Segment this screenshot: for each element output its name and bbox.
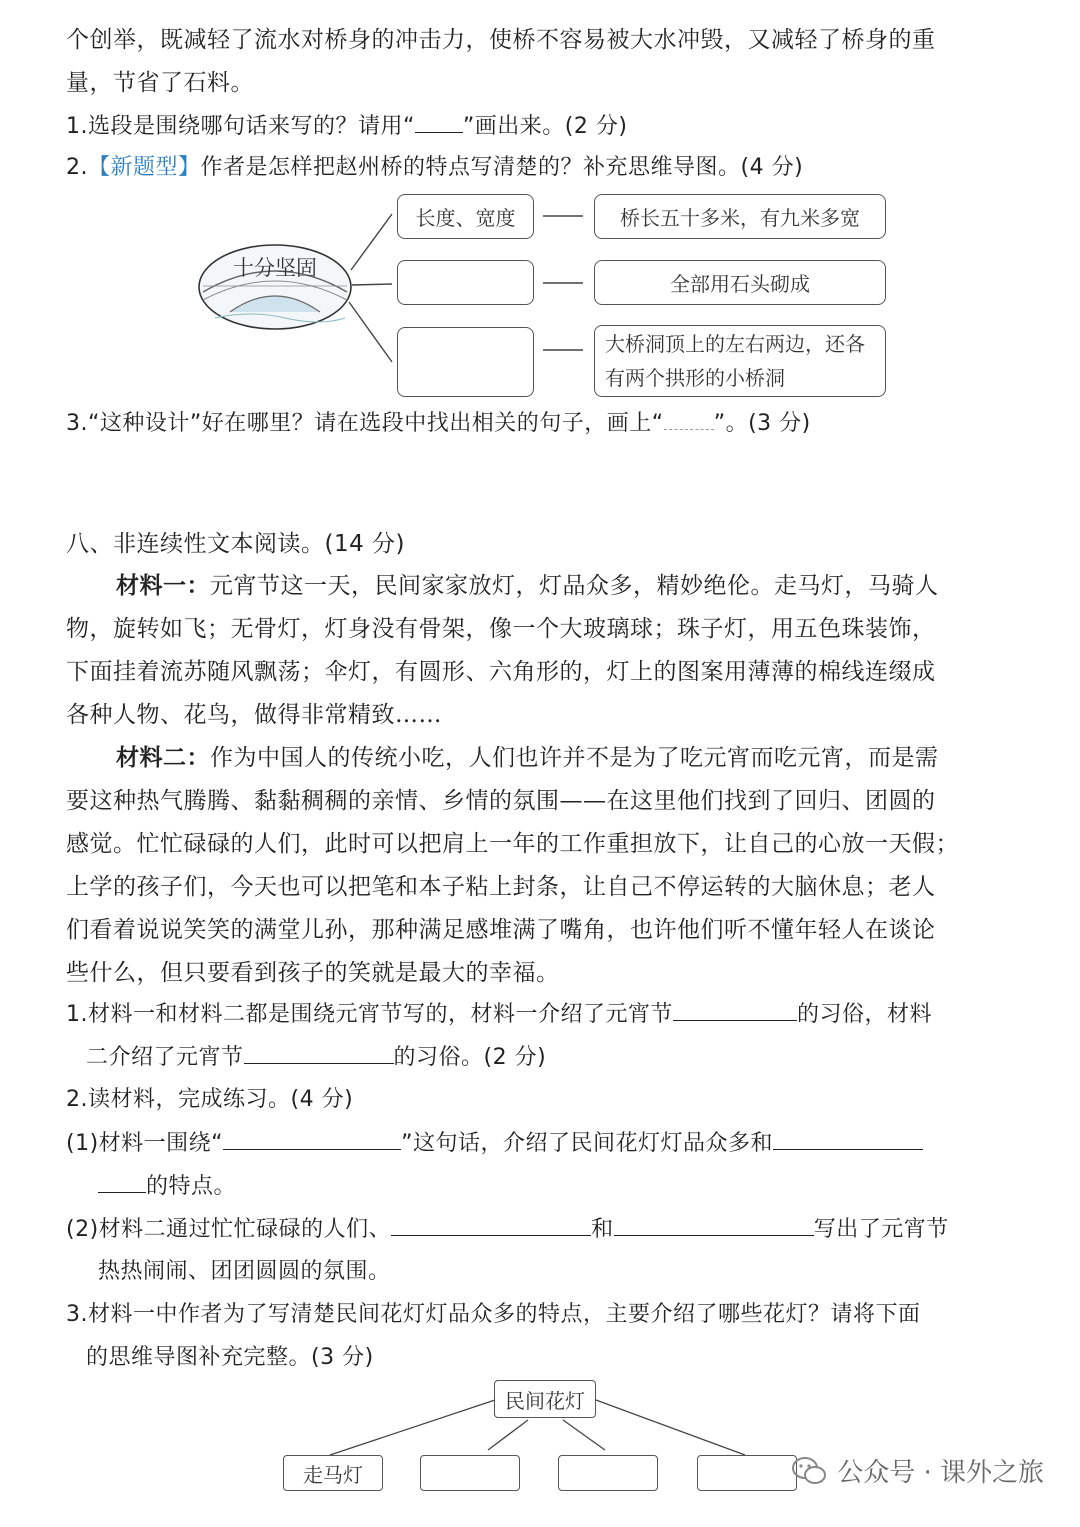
material-2-line-5: 们看着说说笑笑的满堂儿孙，那种满足感堆满了嘴角，也许他们听不懂年轻人在谈论 bbox=[66, 917, 936, 943]
material-1-label: 材料一： bbox=[116, 572, 210, 599]
mindmap-1-left-box-1: 长度、宽度 bbox=[397, 194, 534, 239]
question-b-1-d: 的习俗。(2 分) bbox=[393, 1045, 547, 1070]
material-1-text-1: 元宵节这一天，民间家家放灯，灯品众多，精妙绝伦。走马灯，马骑人 bbox=[210, 573, 939, 599]
material-2-label: 材料二： bbox=[116, 744, 210, 771]
mindmap-2-child-1: 走马灯 bbox=[283, 1455, 383, 1491]
passage-line-1: 个创举，既减轻了流水对桥身的冲击力，使桥不容易被大水冲毁，又减轻了桥身的重 bbox=[66, 27, 936, 53]
question-a-3-pre: 3.“这种设计”好在哪里？请在选段中找出相关的句子，画上“ bbox=[66, 411, 664, 436]
material-2-line-6: 些什么，但只要看到孩子的笑就是最大的幸福。 bbox=[66, 960, 560, 986]
question-b-2-2-line-2: 热热闹闹、团团圆圆的氛围。 bbox=[98, 1259, 391, 1284]
mindmap-2-child-2-blank[interactable] bbox=[420, 1455, 520, 1491]
question-a-2-num: 2. bbox=[66, 155, 88, 180]
mindmap-1-right-box-1: 桥长五十多米，有九米多宽 bbox=[594, 194, 886, 239]
question-b-1-a: 1.材料一和材料二都是围绕元宵节写的，材料一介绍了元宵节 bbox=[66, 1002, 673, 1027]
mindmap-1-right-box-2: 全部用石头砌成 bbox=[594, 260, 886, 305]
question-a-2-text: 作者是怎样把赵州桥的特点写清楚的？补充思维导图。(4 分) bbox=[200, 155, 804, 180]
new-question-type-tag: 【新题型】 bbox=[88, 155, 201, 180]
question-a-1-pre: 1.选段是围绕哪句话来写的？请用“ bbox=[66, 114, 415, 139]
question-b-3-line-2: 的思维导图补充完整。(3 分) bbox=[86, 1345, 374, 1370]
material-2-line-4: 上学的孩子们，今天也可以把笔和本子粘上封条，让自己不停运转的大脑休息；老人 bbox=[66, 874, 936, 900]
question-a-3-post: ”。(3 分) bbox=[713, 411, 811, 436]
material-1-line-4: 各种人物、花鸟，做得非常精致…… bbox=[66, 702, 442, 728]
mindmap-2-root: 民间花灯 bbox=[494, 1380, 596, 1418]
watermark-text: 公众号 · 课外之旅 bbox=[837, 1458, 1044, 1488]
question-b-2-2-a: (2)材料二通过忙忙碌碌的人们、 bbox=[66, 1217, 392, 1242]
material-1-line-2: 物，旋转如飞；无骨灯，灯身没有骨架，像一个大玻璃球；珠子灯，用五色珠装饰， bbox=[66, 616, 936, 642]
material-1-line-3: 下面挂着流苏随风飘荡；伞灯，有圆形、六角形的，灯上的图案用薄薄的棉线连缀成 bbox=[66, 659, 936, 685]
question-b-2: 2.读材料，完成练习。(4 分) bbox=[66, 1087, 354, 1112]
mindmap-2-child-3-blank[interactable] bbox=[558, 1455, 658, 1491]
question-b-1-b: 的习俗，材料 bbox=[797, 1002, 933, 1027]
question-b-2-2-c: 写出了元宵节 bbox=[813, 1217, 949, 1242]
watermark bbox=[791, 1452, 1044, 1489]
material-2-line-2: 要这种热气腾腾、黏黏稠稠的亲情、乡情的氛围——在这里他们找到了回归、团圆的 bbox=[66, 788, 936, 814]
material-2-text-1: 作为中国人的传统小吃，人们也许并不是为了吃元宵而吃元宵，而是需 bbox=[210, 745, 939, 771]
question-b-2-1-a: (1)材料一围绕“ bbox=[66, 1131, 224, 1156]
question-b-3-line-1: 3.材料一中作者为了写清楚民间花灯灯品众多的特点，主要介绍了哪些花灯？请将下面 bbox=[66, 1302, 921, 1327]
mindmap-2-child-4-blank[interactable] bbox=[697, 1455, 797, 1491]
question-b-2-1-b: ”这句话，介绍了民间花灯灯品众多和 bbox=[401, 1131, 773, 1156]
question-b-2-1-c: 的特点。 bbox=[146, 1174, 237, 1199]
material-2-line-3: 感觉。忙忙碌碌的人们，此时可以把肩上一年的工作重担放下，让自己的心放一天假； bbox=[66, 831, 959, 857]
wechat-icon bbox=[791, 1455, 827, 1487]
passage-line-2: 量，节省了石料。 bbox=[66, 70, 254, 96]
mindmap-1-right-box-3: 大桥洞顶上的左右两边，还各有两个拱形的小桥洞 bbox=[594, 325, 886, 397]
question-a-1-post: ”画出来。(2 分) bbox=[462, 114, 628, 139]
section-8-title: 八、非连续性文本阅读。(14 分) bbox=[66, 531, 406, 557]
question-b-1-c: 二介绍了元宵节 bbox=[86, 1045, 244, 1070]
mindmap-1-center-label: 十分坚固 bbox=[233, 256, 317, 280]
question-b-2-2-b: 和 bbox=[591, 1217, 614, 1242]
